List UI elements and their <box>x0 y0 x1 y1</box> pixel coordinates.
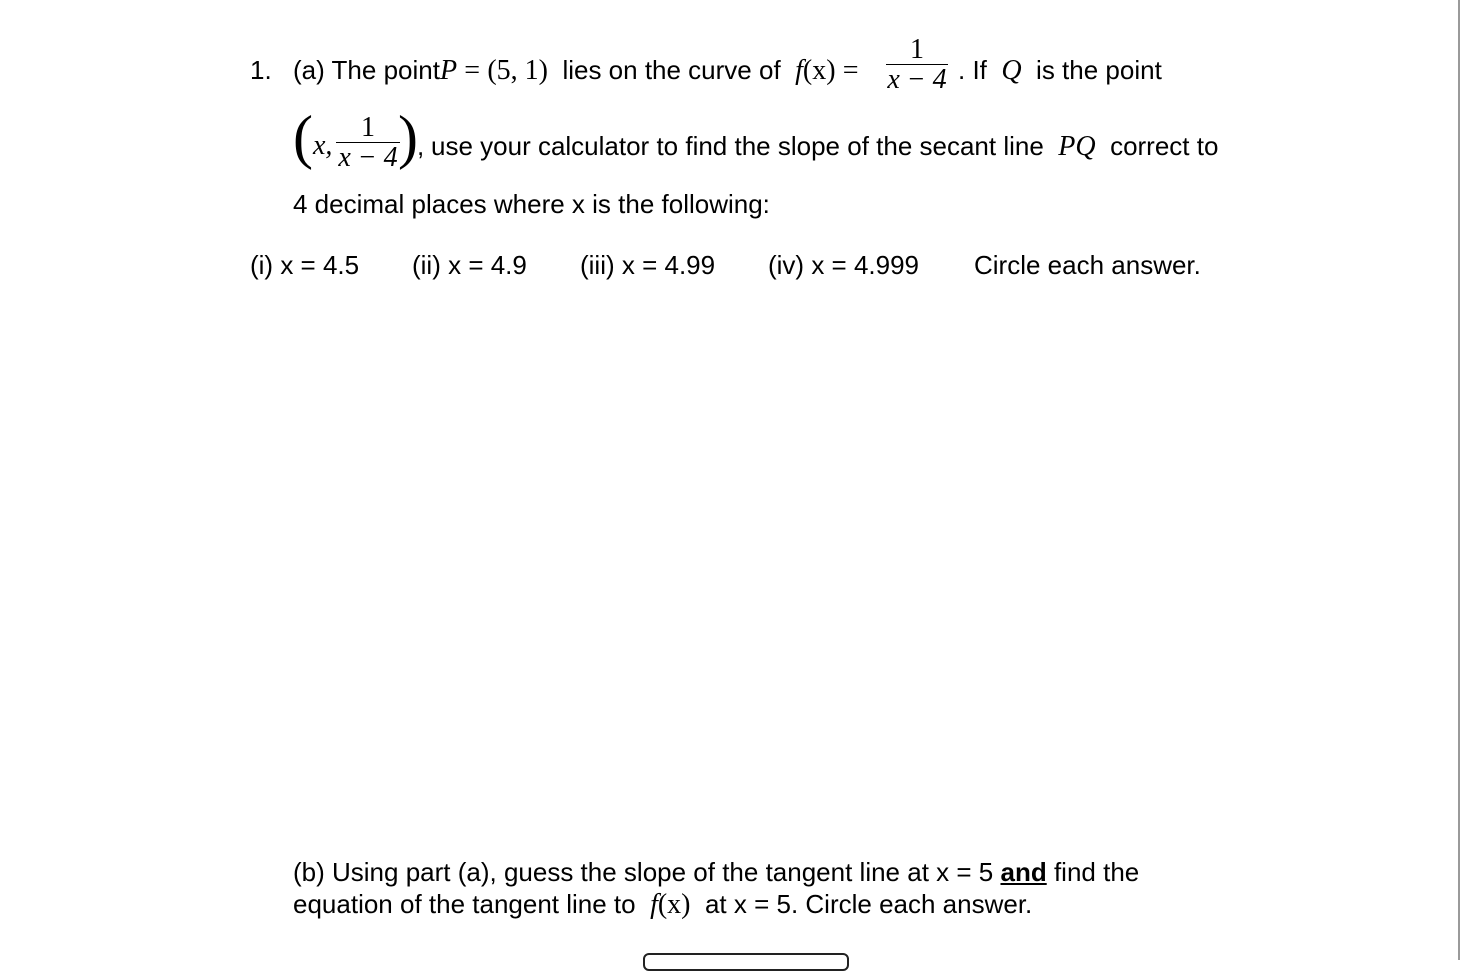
function-fraction <box>886 36 948 95</box>
q-x-coordinate: x, <box>313 130 333 161</box>
q-fraction <box>336 114 400 173</box>
fraction-numerator: 1 <box>910 34 924 65</box>
find-the-text: find the <box>1053 857 1140 887</box>
secant-line-name: PQ <box>1058 131 1096 162</box>
point-p-symbol: P <box>439 55 458 86</box>
if-q-text <box>958 55 1162 86</box>
value-iii: (iii) x = 4.99 <box>580 250 716 280</box>
part-a-label: (a) <box>293 55 325 85</box>
correct-to-text: correct to <box>1110 131 1219 161</box>
equation-text: equation of the tangent line to <box>293 889 636 919</box>
secant-instruction <box>431 131 1218 162</box>
fraction-denominator: x − 4 <box>887 64 947 95</box>
part-b-function-name: f <box>650 889 658 920</box>
page-edge <box>1458 0 1460 960</box>
decimal-places-text: 4 decimal places where x is the following: <box>293 189 770 219</box>
function-name: f <box>795 55 803 86</box>
part-b-question: (b) Using part (a), guess the slope of the tangent line at x = 5 <box>293 857 994 887</box>
problem-number: 1. <box>250 55 272 85</box>
value-i: (i) x = 4.5 <box>250 250 360 280</box>
use-calculator-text: use your calculator to find the slope of the secant line <box>431 131 1044 161</box>
if-text: . If <box>958 55 987 85</box>
part-b-line-1 <box>293 857 1139 887</box>
part-b-line-2 <box>293 889 1032 920</box>
equals-sign: = <box>464 55 481 86</box>
is-point-text: is the point <box>1036 55 1162 85</box>
at-x-text: at x = 5. Circle each answer. <box>704 889 1033 919</box>
value-ii: (ii) x = 4.9 <box>412 250 527 280</box>
point-p-value: (5, 1) <box>487 55 548 86</box>
part-b-function-arg: (x) <box>657 889 691 920</box>
value-iv: (iv) x = 4.999 <box>768 250 920 280</box>
part-a-intro <box>293 55 859 86</box>
lies-text: lies on the curve of <box>562 55 781 85</box>
right-paren: ) <box>398 104 418 170</box>
left-paren: ( <box>293 104 313 170</box>
q-fraction-denominator: x − 4 <box>338 142 398 173</box>
function-arg: (x) <box>802 55 836 86</box>
q-comma: , <box>417 131 425 161</box>
circle-instruction: Circle each answer. <box>974 250 1201 280</box>
q-fraction-numerator: 1 <box>361 112 375 143</box>
function-equals: = <box>842 55 859 86</box>
point-q-symbol: Q <box>1001 55 1022 86</box>
intro-text: The point <box>331 55 440 85</box>
answer-box-edge <box>643 953 849 971</box>
and-emphasis: and <box>1000 857 1047 887</box>
